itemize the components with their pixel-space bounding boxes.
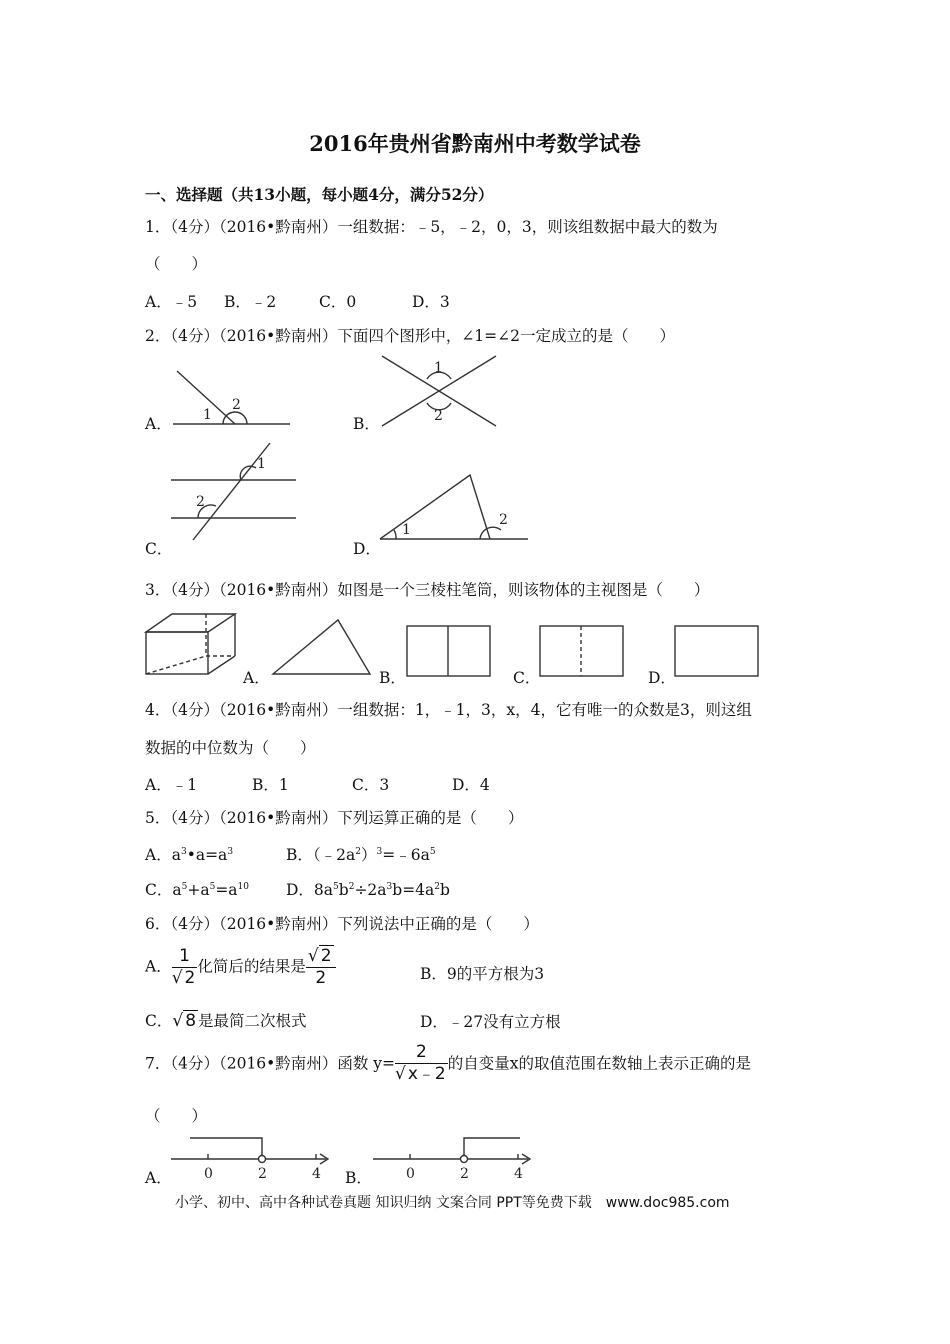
angle-2-label: 2 <box>499 512 508 528</box>
section-heading: 一、选择题（共13小题，每小题4分，满分52分） <box>145 185 494 204</box>
q3-option-c-label: C． <box>513 669 541 687</box>
question-4-line-2: 数据的中位数为（ ） <box>145 739 316 757</box>
q2-figure-a <box>165 365 295 430</box>
q2-figure-c <box>168 440 300 545</box>
q7-option-b-label: B． <box>345 1169 372 1187</box>
fraction: $\frac{√ 2}{2}$ <box>306 946 336 989</box>
q5-option-a: A．$a^3•a=a^3$ <box>145 846 234 864</box>
question-6-text: 6．（4分）（2016•黔南州）下列说法中正确的是（ ） <box>145 915 539 933</box>
q3-option-c-rect <box>538 624 626 678</box>
question-7-paren: （ ） <box>145 1107 208 1125</box>
angle-1-label: 1 <box>257 456 266 472</box>
q2-figure-d <box>378 470 533 545</box>
question-1-text: 1．（4分）（2016•黔南州）一组数据：﹣5，﹣2，0，3，则该组数据中最大的数为 <box>145 218 718 236</box>
q7-number-line-b <box>370 1132 540 1182</box>
tick-label-0: 0 <box>204 1166 213 1182</box>
angle-1-label: 1 <box>203 407 212 423</box>
q4-option-b: B．1 <box>252 776 289 794</box>
q3-prism-figure <box>143 610 238 678</box>
q7-number-line-a <box>168 1132 338 1182</box>
q2-figure-b <box>378 352 503 432</box>
page-footer: 小学、初中、高中各种试卷真题 知识归纳 文案合同 PPT等免费下载 www.doc985.com <box>175 1195 730 1211</box>
angle-2-label: 2 <box>232 397 241 413</box>
angle-2-label: 2 <box>196 494 205 510</box>
q2-option-b-label: B． <box>353 415 380 433</box>
fraction: $\frac{2}{√ x﹣2}$ <box>394 1042 446 1084</box>
q4-option-c: C．3 <box>352 776 390 794</box>
q4-option-a: A．﹣1 <box>145 776 198 794</box>
q3-option-a-label: A． <box>243 669 270 687</box>
angle-1-label: 1 <box>434 360 443 376</box>
question-4-line-1: 4．（4分）（2016•黔南州）一组数据：1，﹣1，3，x，4，它有唯一的众数是3，则这组 <box>145 701 752 719</box>
q6-option-b: B．9的平方根为3 <box>420 965 545 983</box>
q6-option-d: D．﹣27没有立方根 <box>420 1013 561 1031</box>
q3-option-b-rect <box>405 624 493 678</box>
q3-option-d-label: D． <box>648 669 676 687</box>
q1-option-b: B．﹣2 <box>224 293 277 311</box>
q1-option-d: D．3 <box>412 293 450 311</box>
question-7-text: 7．（4分）（2016•黔南州）函数 y= $\frac{2}{√ x﹣2}$ 的自变量x的取值范围在数轴上表示正确的是 <box>145 1042 751 1084</box>
question-2-text: 2．（4分）（2016•黔南州）下面四个图形中，∠1=∠2一定成立的是（ ） <box>145 327 675 345</box>
q2-option-d-label: D． <box>353 540 381 558</box>
q3-option-d-rect <box>673 624 761 678</box>
fraction: $\frac{1}{√ 2}$ <box>171 946 196 988</box>
q2-option-a-label: A． <box>145 415 172 433</box>
tick-label-2: 2 <box>460 1166 469 1182</box>
q5-option-c: C．$a^5+a^5=a^{10}$ <box>145 881 249 899</box>
q5-option-b: B．$(﹣2a^2)^3=﹣6a^5$ <box>286 846 436 864</box>
tick-label-4: 4 <box>312 1166 321 1182</box>
tick-label-0: 0 <box>406 1166 415 1182</box>
q3-option-a-triangle <box>270 617 375 677</box>
q1-option-c: C．0 <box>319 293 357 311</box>
q3-option-b-label: B． <box>379 669 406 687</box>
q6-option-a: A． $\frac{1}{√ 2}$ 化简后的结果是 $\frac{√ 2}{2}$ <box>145 946 336 989</box>
angle-2-label: 2 <box>434 408 443 424</box>
question-1-paren: （ ） <box>145 255 208 273</box>
q7-option-a-label: A． <box>145 1169 172 1187</box>
q2-option-c-label: C． <box>145 540 173 558</box>
question-3-text: 3．（4分）（2016•黔南州）如图是一个三棱柱笔筒，则该物体的主视图是（ ） <box>145 581 710 599</box>
page-title: 2016年贵州省黔南州中考数学试卷 <box>309 131 641 156</box>
question-5-text: 5．（4分）（2016•黔南州）下列运算正确的是（ ） <box>145 809 524 827</box>
q1-option-a: A．﹣5 <box>145 293 198 311</box>
tick-label-4: 4 <box>514 1166 523 1182</box>
angle-1-label: 1 <box>402 522 411 538</box>
tick-label-2: 2 <box>258 1166 267 1182</box>
q6-option-c: C．√ 8 是最简二次根式 <box>145 1011 307 1031</box>
q5-option-d: D．$8a^5b^2\div 2a^3b=4a^2b$ <box>286 881 450 899</box>
q4-option-d: D．4 <box>452 776 490 794</box>
